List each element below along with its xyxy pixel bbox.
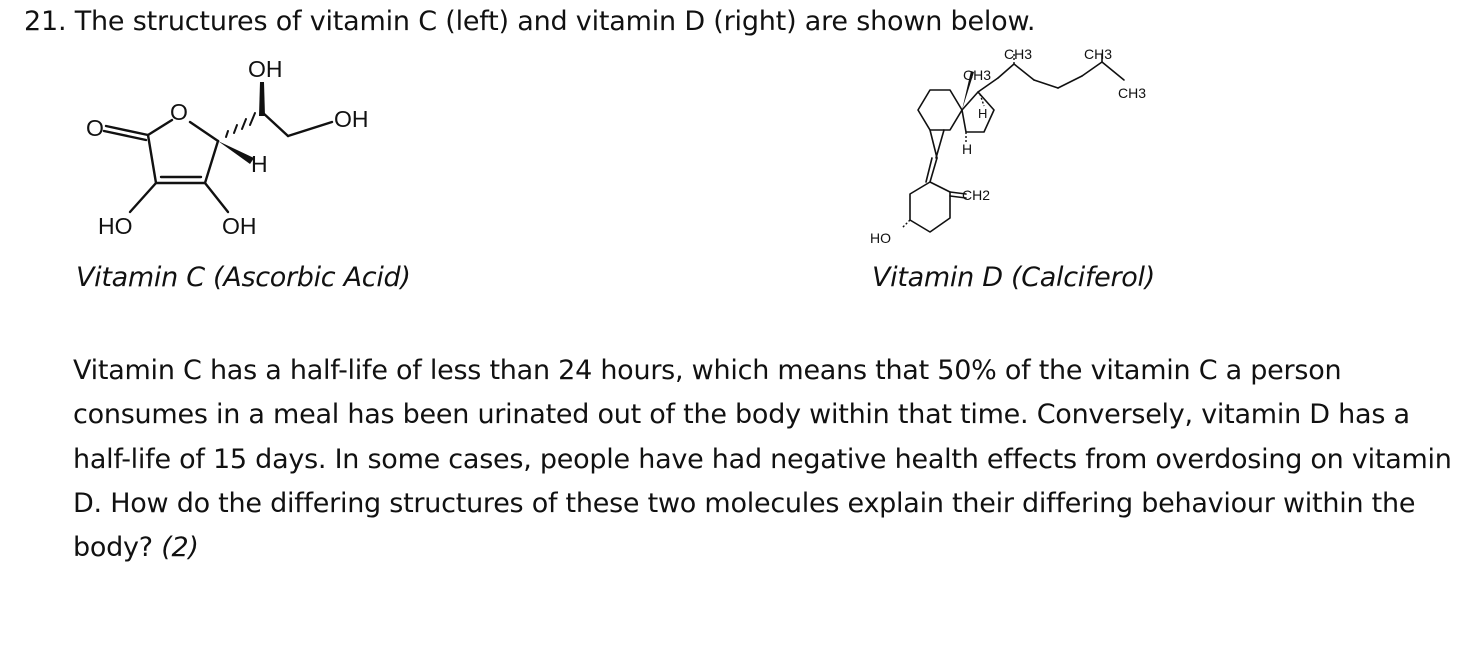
marks-label: (2) bbox=[161, 532, 199, 564]
vitamin-c-caption: Vitamin C (Ascorbic Acid) bbox=[76, 262, 411, 293]
vitamin-d-h-lower-label: H bbox=[962, 141, 973, 157]
vitamin-c-oh-right-label: OH bbox=[334, 106, 369, 132]
question-body bbox=[73, 349, 1453, 570]
vitamin-c-ring-oxygen-label: O bbox=[170, 99, 188, 125]
vitamin-d-ho-label: HO bbox=[870, 230, 891, 246]
question-heading: 21. The structures of vitamin C (left) and vitamin D (right) are shown below. bbox=[24, 6, 1036, 37]
vitamin-c-structure bbox=[70, 50, 430, 239]
vitamin-d-structure bbox=[862, 42, 1152, 252]
vitamin-d-h-ring-label: H bbox=[978, 106, 988, 121]
vitamin-c-carbonyl-oxygen-label: O bbox=[86, 115, 104, 141]
vitamin-c-h-label: H bbox=[251, 151, 268, 177]
vitamin-c-ho-left-label: HO bbox=[98, 213, 133, 239]
vitamin-d-ch2-label: CH2 bbox=[962, 187, 991, 203]
question-body-text: Vitamin C has a half-life of less than 24 hours, which means that 50% of the vitamin C a person consumes in a meal has been urinated out of the body within that time. Conversely, vitamin D has a half-life of 15 days. In some cases, people have had negative health effects from overdosing on vitamin D. How do the differing structures of these two molecules explain their differing behaviour within the body? bbox=[73, 355, 1452, 564]
vitamin-c-oh-top-label: OH bbox=[248, 56, 283, 82]
vitamin-d-ch3-b-label: CH3 bbox=[1084, 46, 1113, 62]
vitamin-c-oh-bottom-label: OH bbox=[222, 213, 257, 239]
vitamin-d-ch3-end-label: CH3 bbox=[1118, 85, 1147, 101]
vitamin-d-ch3-ring-label: CH3 bbox=[963, 67, 992, 83]
vitamin-d-caption: Vitamin D (Calciferol) bbox=[872, 262, 1155, 293]
vitamin-d-ch3-a-label: CH3 bbox=[1004, 46, 1033, 62]
